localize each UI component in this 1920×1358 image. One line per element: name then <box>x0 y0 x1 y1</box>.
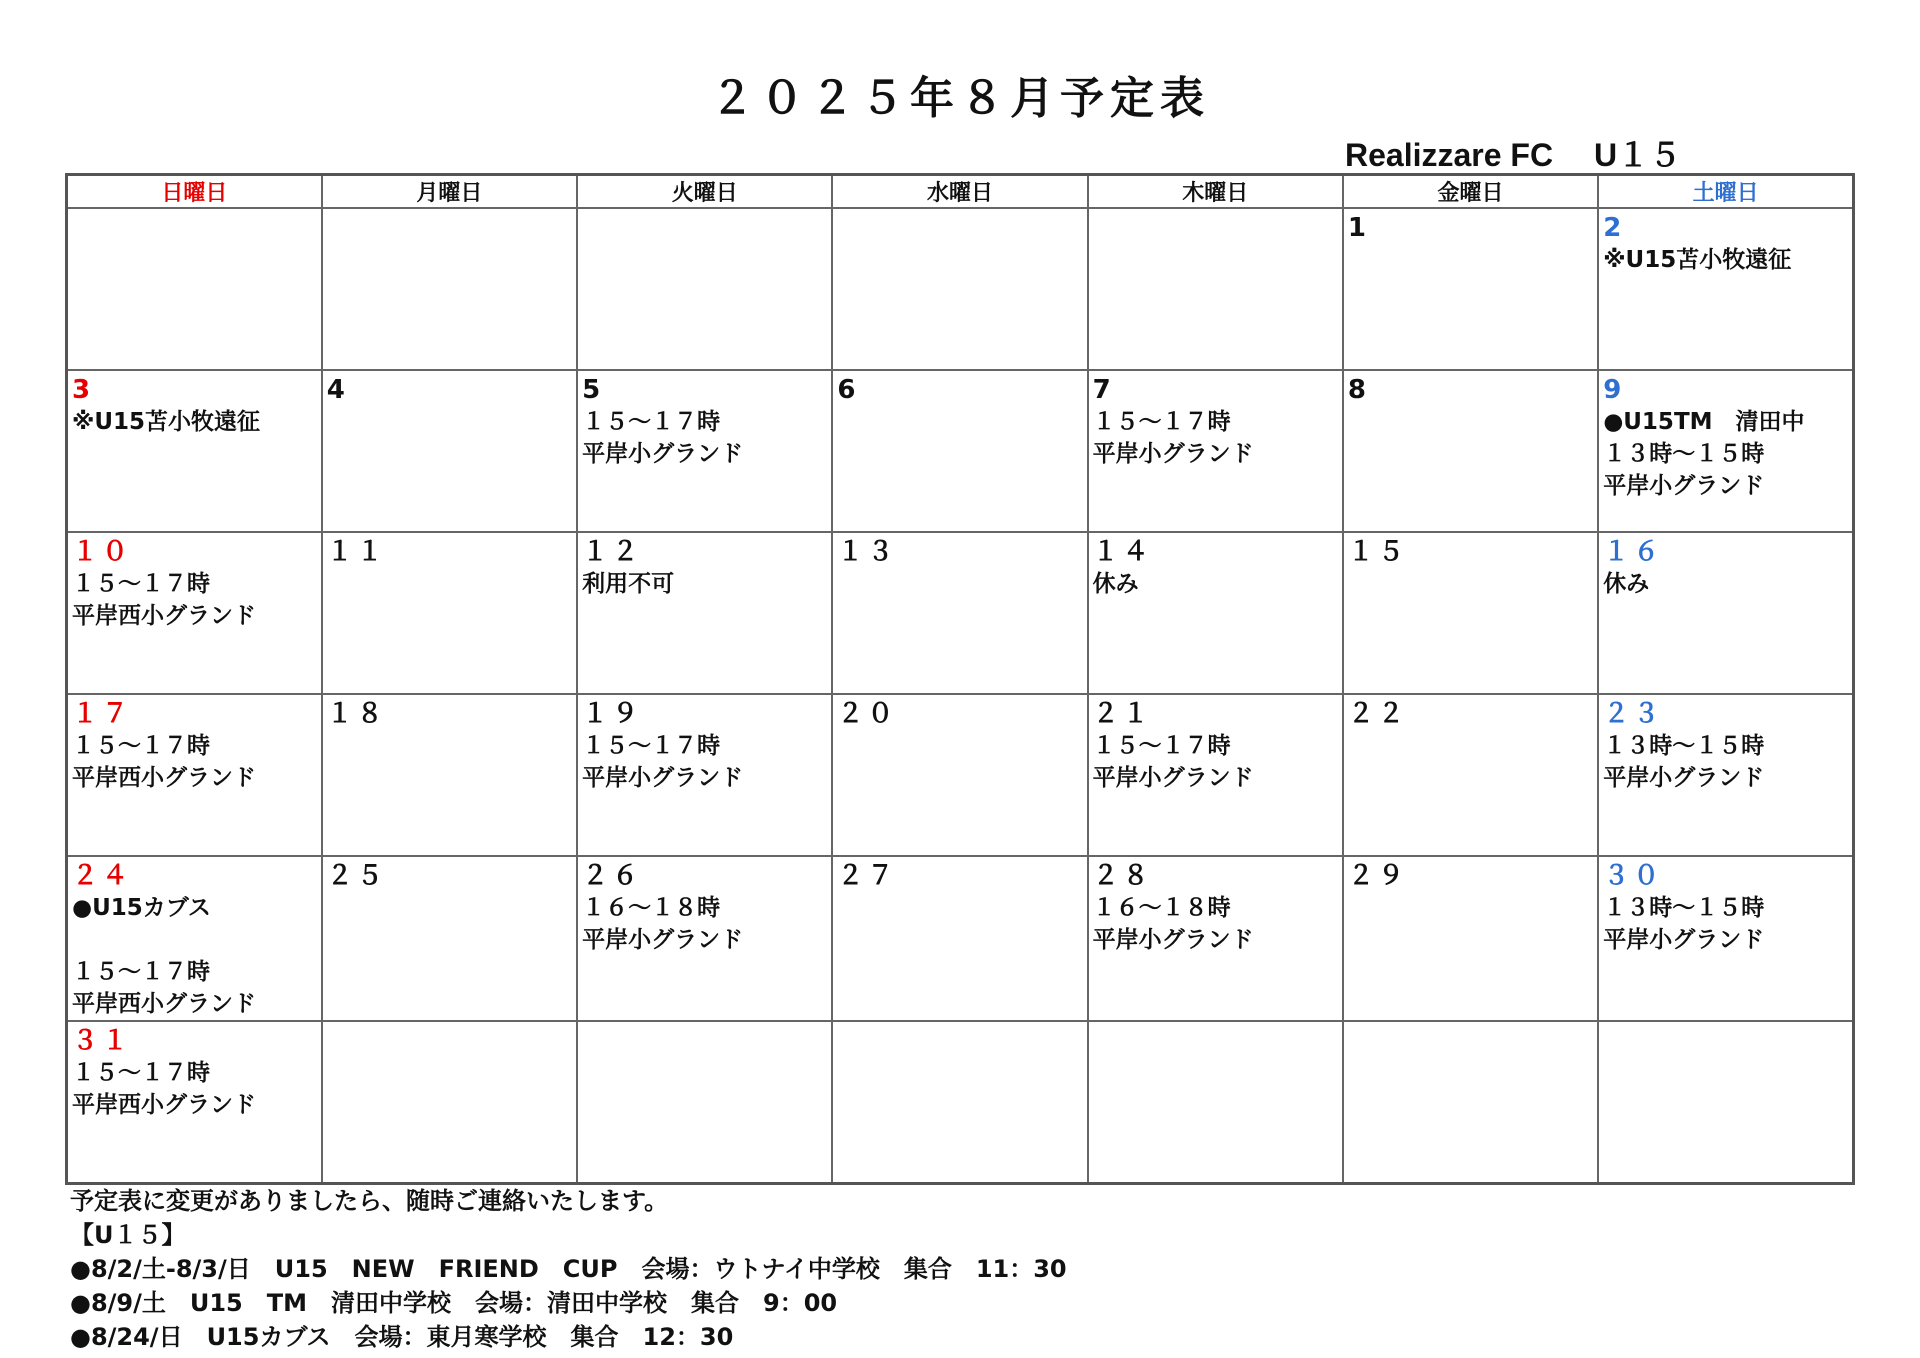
event-line: 平岸小グランド <box>1603 927 1765 953</box>
calendar-day-cell <box>1343 532 1598 694</box>
day-number: ３０ <box>1603 861 1664 891</box>
day-content <box>1599 695 1852 794</box>
day-number: 3 <box>72 375 95 405</box>
calendar-day-cell <box>67 1021 322 1184</box>
day-number <box>837 212 1082 244</box>
event-line <box>72 924 317 956</box>
calendar-day-cell <box>832 694 1087 856</box>
event-line: 平岸小グランド <box>1092 765 1254 791</box>
day-content <box>323 857 576 892</box>
calendar-day-cell <box>1343 694 1598 856</box>
calendar-day-cell <box>577 694 832 856</box>
day-content <box>68 371 321 438</box>
calendar-week-row <box>67 694 1854 856</box>
calendar-day-cell <box>832 1021 1087 1184</box>
calendar-week-row <box>67 370 1854 532</box>
day-number: １６ <box>1603 537 1664 567</box>
day-number: ２７ <box>837 861 898 891</box>
event-line: ※U15苫小牧遠征 <box>72 409 261 435</box>
calendar-day-cell <box>1343 1021 1598 1184</box>
calendar-day-cell <box>832 370 1087 532</box>
event-line: １５～１７時 <box>72 571 210 597</box>
day-content <box>833 857 1086 892</box>
day-content <box>1344 695 1597 730</box>
day-content <box>323 371 576 406</box>
day-content <box>578 533 831 600</box>
day-number <box>582 1025 827 1057</box>
note-line: ●8/24/日 U15カブス 会場：東月寒学校 集合 12：30 <box>70 1323 734 1351</box>
day-content <box>68 695 321 794</box>
day-number: 5 <box>582 375 605 405</box>
day-content <box>1344 209 1597 244</box>
notes-section <box>70 1184 1067 1354</box>
calendar-day-cell <box>1088 694 1343 856</box>
day-content <box>323 209 576 244</box>
calendar-day-cell <box>1088 370 1343 532</box>
weekday-header: 木曜日 <box>1088 175 1343 209</box>
day-number <box>1093 1025 1338 1057</box>
day-number <box>1348 1025 1593 1057</box>
day-content <box>323 1022 576 1057</box>
day-content <box>68 209 321 244</box>
day-content <box>1089 857 1342 956</box>
calendar-day-cell <box>322 694 577 856</box>
event-line: １５～１７時 <box>72 1060 210 1086</box>
weekday-header: 水曜日 <box>832 175 1087 209</box>
day-content <box>1344 857 1597 892</box>
day-content <box>68 857 321 1020</box>
event-line: １５～１７時 <box>1092 733 1231 759</box>
calendar-day-cell <box>322 532 577 694</box>
day-number: 1 <box>1347 213 1370 243</box>
day-content <box>1089 533 1342 600</box>
weekday-header: 土曜日 <box>1598 175 1853 209</box>
day-number: 4 <box>326 375 349 405</box>
day-number <box>72 212 317 244</box>
event-line: 休み <box>1092 571 1139 597</box>
day-number: １０ <box>72 537 133 567</box>
event-line: １５～１７時 <box>72 733 210 759</box>
calendar-day-cell <box>577 370 832 532</box>
day-content <box>1599 533 1852 600</box>
event-line: １５～１７時 <box>582 409 721 435</box>
event-line: 平岸西小グランド <box>72 765 256 791</box>
day-number: ２０ <box>837 699 898 729</box>
weekday-header: 火曜日 <box>577 175 832 209</box>
calendar-day-cell <box>1088 532 1343 694</box>
day-content <box>1089 371 1342 470</box>
day-content <box>833 209 1086 244</box>
calendar-day-cell <box>832 208 1087 370</box>
day-content <box>578 1022 831 1057</box>
event-line: １６～１８時 <box>582 895 721 921</box>
calendar-day-cell <box>67 208 322 370</box>
calendar-week-row <box>67 532 1854 694</box>
day-number: ２３ <box>1603 699 1664 729</box>
day-content <box>68 533 321 632</box>
day-number: ２９ <box>1347 861 1408 891</box>
event-line: 平岸西小グランド <box>72 991 256 1017</box>
day-number: １７ <box>72 699 133 729</box>
calendar-day-cell <box>1598 532 1853 694</box>
day-content <box>1599 857 1852 956</box>
page-title: ２０２５年８月予定表 <box>710 73 1210 124</box>
event-line: １５～１７時 <box>72 959 210 985</box>
calendar-week-row <box>67 208 1854 370</box>
event-line: 平岸小グランド <box>1092 441 1254 467</box>
day-content <box>1344 1022 1597 1057</box>
weekday-header: 金曜日 <box>1343 175 1598 209</box>
event-line: １５～１７時 <box>1092 409 1231 435</box>
calendar-day-cell <box>322 856 577 1021</box>
day-content <box>833 1022 1086 1057</box>
day-content <box>1599 209 1852 276</box>
calendar-day-cell <box>322 208 577 370</box>
weekday-header: 月曜日 <box>322 175 577 209</box>
day-content <box>1089 695 1342 794</box>
day-content <box>833 695 1086 730</box>
note-line: ●8/2/土-8/3/日 U15 NEW FRIEND CUP 会場：ウトナイ中学校 集合 11：30 <box>70 1255 1067 1283</box>
note-line: 予定表に変更がありましたら、随時ご連絡いたします。 <box>70 1187 669 1215</box>
day-number: 6 <box>837 375 860 405</box>
calendar-table <box>65 173 1855 1185</box>
day-number: ３１ <box>72 1026 133 1056</box>
calendar-day-cell <box>322 370 577 532</box>
event-line: 平岸小グランド <box>582 441 744 467</box>
calendar-week-row <box>67 1021 1854 1184</box>
calendar-day-cell <box>1343 856 1598 1021</box>
day-number: １４ <box>1092 537 1153 567</box>
calendar-body <box>67 208 1854 1184</box>
day-number: ２２ <box>1347 699 1408 729</box>
day-number <box>1603 1025 1848 1057</box>
calendar-day-cell <box>577 208 832 370</box>
event-line: 平岸小グランド <box>1603 473 1765 499</box>
day-number: 9 <box>1603 375 1626 405</box>
event-line: 平岸小グランド <box>582 765 744 791</box>
day-content <box>1089 1022 1342 1057</box>
calendar-day-cell <box>577 1021 832 1184</box>
day-number: ２８ <box>1092 861 1153 891</box>
day-number: 7 <box>1092 375 1115 405</box>
event-line: ●U15カブス <box>72 895 211 921</box>
event-line: 平岸西小グランド <box>72 603 256 629</box>
day-number <box>1093 212 1338 244</box>
day-number: １９ <box>582 699 643 729</box>
event-line: １３時～１５時 <box>1603 895 1765 921</box>
event-line: １６～１８時 <box>1092 895 1231 921</box>
event-line: 平岸小グランド <box>1092 927 1254 953</box>
day-number: ２５ <box>326 861 387 891</box>
event-line: 平岸小グランド <box>582 927 744 953</box>
day-content <box>578 857 831 956</box>
event-line: 休み <box>1603 571 1650 597</box>
day-number: １１ <box>326 537 387 567</box>
day-content <box>578 209 831 244</box>
day-content <box>1344 533 1597 568</box>
day-number: ２６ <box>582 861 643 891</box>
calendar-day-cell <box>1598 208 1853 370</box>
calendar-day-cell <box>1088 1021 1343 1184</box>
event-line: ●U15TM 清田中 <box>1603 409 1805 435</box>
day-number <box>327 212 572 244</box>
calendar-day-cell <box>67 370 322 532</box>
day-content <box>1089 209 1342 244</box>
day-content <box>323 533 576 568</box>
day-number: １５ <box>1347 537 1408 567</box>
weekday-header: 日曜日 <box>67 175 322 209</box>
calendar-day-cell <box>832 856 1087 1021</box>
calendar-day-cell <box>67 532 322 694</box>
day-content <box>833 371 1086 406</box>
event-line: １５～１７時 <box>582 733 721 759</box>
day-number <box>837 1025 1082 1057</box>
calendar-day-cell <box>1343 370 1598 532</box>
day-content <box>68 1022 321 1121</box>
day-content <box>323 695 576 730</box>
calendar-day-cell <box>322 1021 577 1184</box>
calendar-day-cell <box>577 856 832 1021</box>
day-content <box>578 695 831 794</box>
calendar-day-cell <box>1598 694 1853 856</box>
event-line: １３時～１５時 <box>1603 733 1765 759</box>
calendar-day-cell <box>1343 208 1598 370</box>
day-number: 8 <box>1347 375 1370 405</box>
day-content <box>1344 371 1597 406</box>
calendar-day-cell <box>1088 208 1343 370</box>
event-line: 利用不可 <box>582 571 675 597</box>
day-number: 2 <box>1603 213 1626 243</box>
event-line: ※U15苫小牧遠征 <box>1603 247 1792 273</box>
day-number: １３ <box>837 537 898 567</box>
day-content <box>578 371 831 470</box>
day-number <box>327 1025 572 1057</box>
calendar-week-row <box>67 856 1854 1021</box>
calendar-day-cell <box>67 694 322 856</box>
day-content <box>1599 1022 1852 1057</box>
day-number: ２１ <box>1092 699 1153 729</box>
calendar-day-cell <box>832 532 1087 694</box>
day-number <box>582 212 827 244</box>
event-line: 平岸小グランド <box>1603 765 1765 791</box>
day-number: １８ <box>326 699 387 729</box>
day-content <box>833 533 1086 568</box>
calendar-day-cell <box>1598 856 1853 1021</box>
calendar-day-cell <box>1088 856 1343 1021</box>
team-name: Realizzare FC U１５ <box>1345 137 1682 173</box>
event-line: １３時～１５時 <box>1603 441 1765 467</box>
note-line: ●8/9/土 U15 TM 清田中学校 会場：清田中学校 集合 9：00 <box>70 1289 838 1317</box>
note-line: 【U１５】 <box>70 1221 186 1249</box>
day-number: ２４ <box>72 861 133 891</box>
day-content <box>1599 371 1852 502</box>
calendar-day-cell <box>67 856 322 1021</box>
weekday-header-row <box>67 175 1854 209</box>
calendar-day-cell <box>577 532 832 694</box>
day-number: １２ <box>582 537 643 567</box>
calendar-day-cell <box>1598 370 1853 532</box>
calendar-day-cell <box>1598 1021 1853 1184</box>
event-line: 平岸西小グランド <box>72 1092 256 1118</box>
